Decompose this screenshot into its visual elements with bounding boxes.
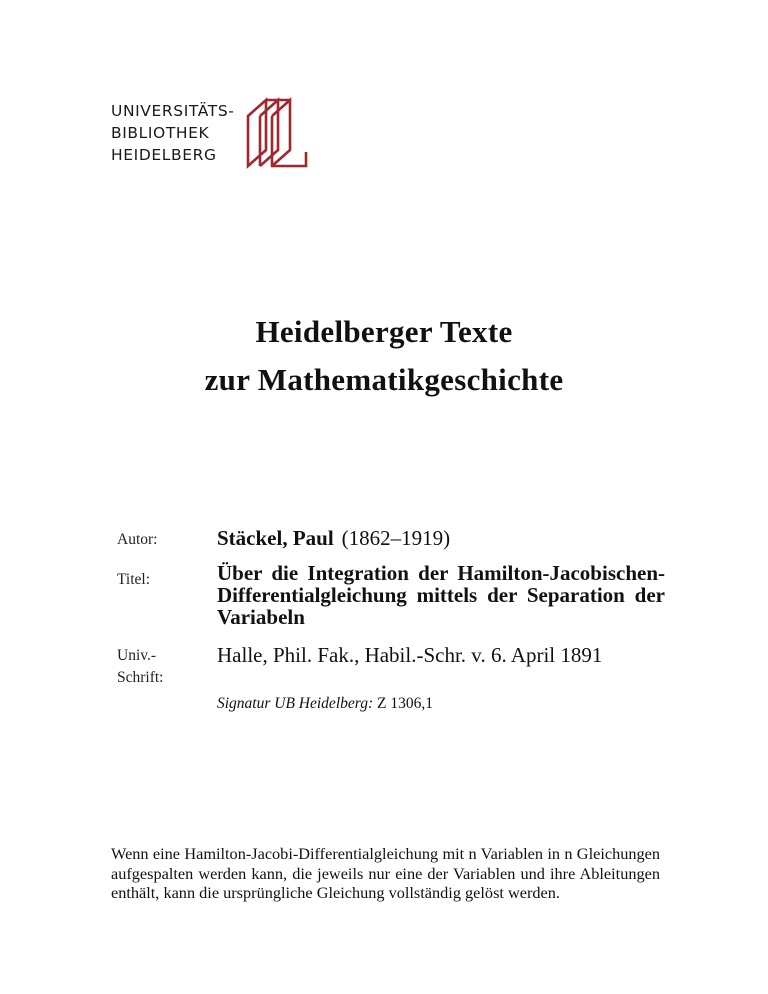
author-label: Autor: — [117, 531, 158, 548]
series-title — [0, 308, 768, 404]
university-label — [117, 645, 197, 689]
signatur-label: Signatur UB Heidelberg: — [217, 695, 374, 712]
signatur-value: Z 1306,1 — [377, 695, 433, 712]
library-logo — [111, 100, 311, 170]
abstract-text: Wenn eine Hamilton-Jacobi-Differentialgleichung mit n Variablen in n Gleichungen aufgespalten werden kann, die jeweils nur eine der Variablen und ihre Ableitungen enthält, kann die ursprüngliche Gleichung vollständig gelöst werden. — [111, 844, 660, 902]
series-title-line-1: Heidelberger Texte — [255, 314, 513, 349]
title-value: Über die Integration der Hamilton-Jacobischen-Differentialgleichung mittels der Separation der Variabeln — [217, 561, 665, 629]
signatur-value-line — [217, 694, 665, 714]
university-label-line-2: Schrift: — [117, 669, 164, 686]
university-label-line-1: Univ.- — [117, 647, 157, 664]
series-title-line-2: zur Mathematikgeschichte — [204, 362, 564, 397]
author-value — [217, 524, 665, 552]
library-books-icon — [244, 94, 314, 170]
library-name-line-3: HEIDELBERG — [111, 146, 217, 164]
university-value: Halle, Phil. Fak., Habil.-Schr. v. 6. April 1891 — [217, 643, 603, 667]
library-name-line-2: BIBLIOTHEK — [111, 124, 210, 142]
library-name — [111, 100, 234, 166]
title-label: Titel: — [117, 571, 151, 588]
author-years: (1862–1919) — [341, 526, 451, 550]
author-name: Stäckel, Paul — [217, 526, 334, 550]
library-name-line-1: UNIVERSITÄTS- — [111, 102, 235, 120]
